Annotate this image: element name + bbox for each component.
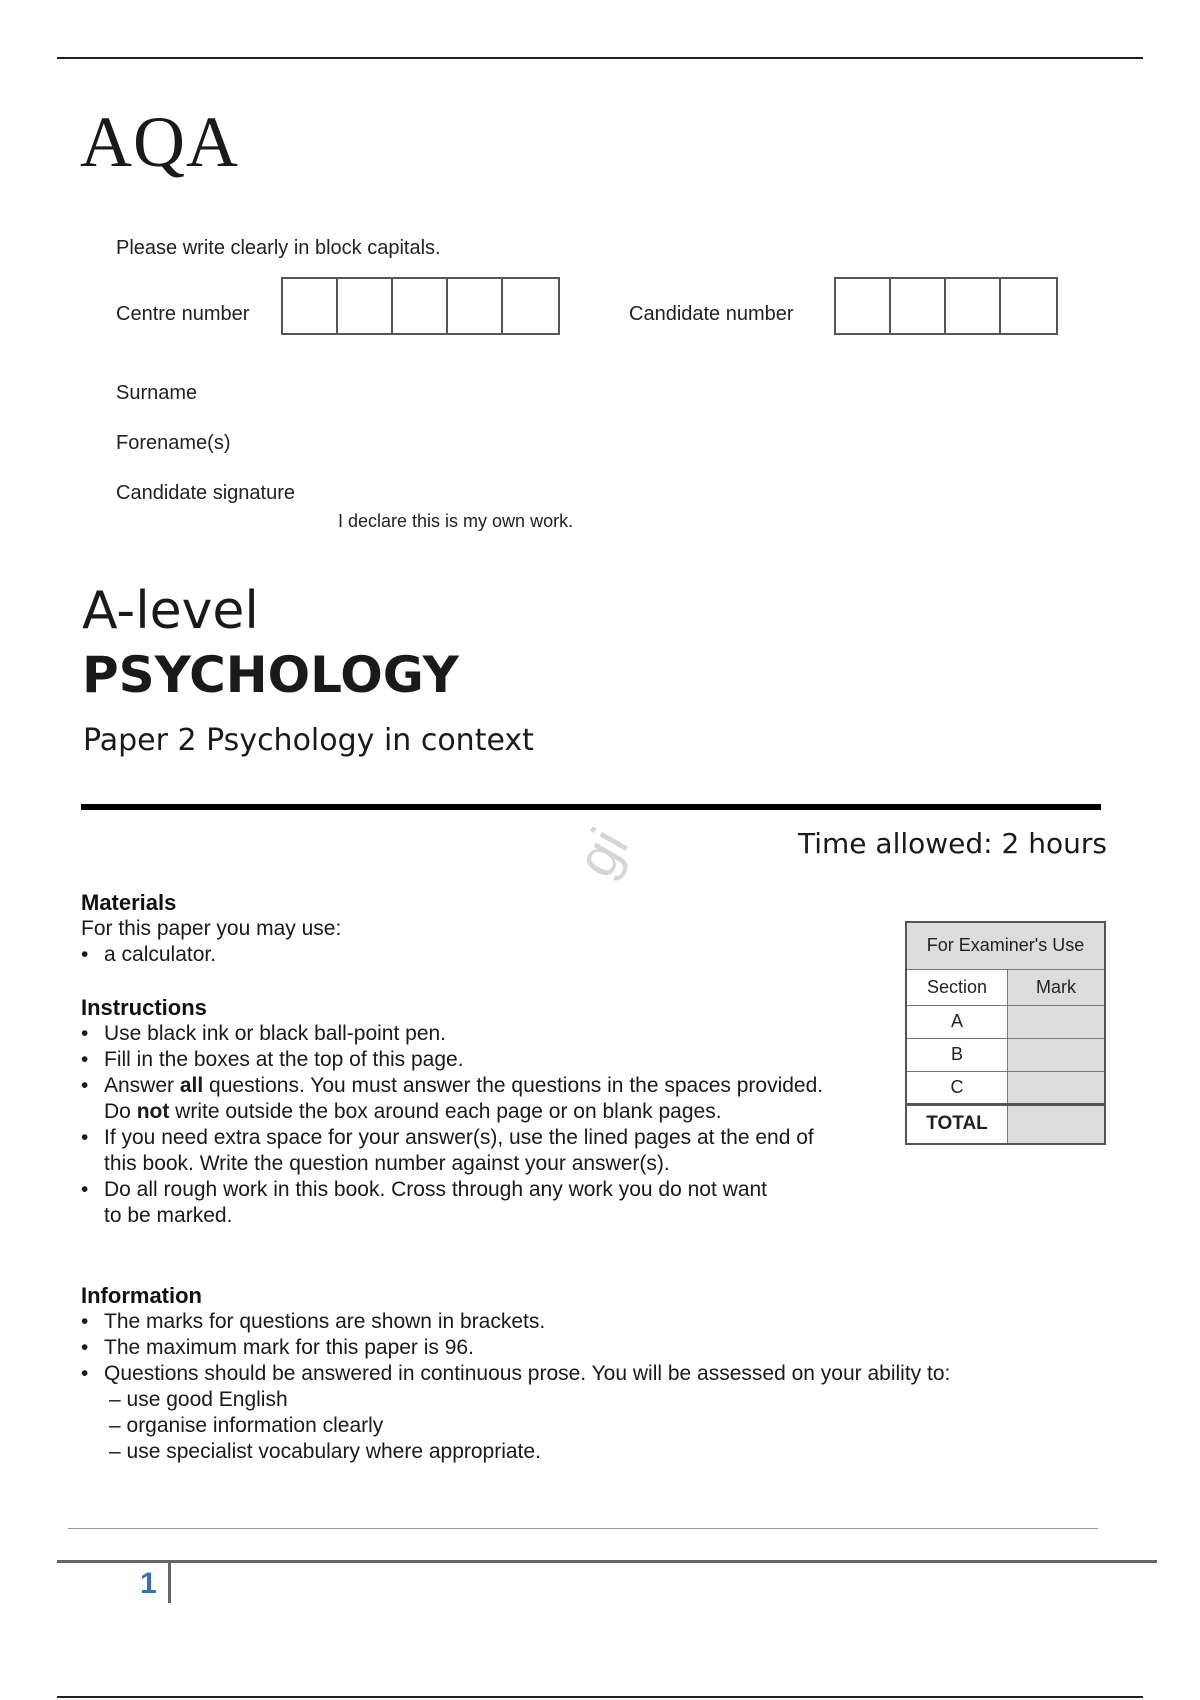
materials-section [81, 890, 881, 968]
list-item: – use good English [109, 1388, 288, 1411]
subject-title: PSYCHOLOGY [82, 646, 459, 704]
candidate-number-digit-box[interactable] [1001, 279, 1056, 333]
list-item: • Fill in the boxes at the top of this page. [81, 1047, 841, 1073]
centre-number-digit-box[interactable] [338, 279, 393, 333]
mark-cell [1008, 1038, 1106, 1071]
total-mark-cell [1008, 1104, 1106, 1144]
text-run: questions. You must answer the questions in the spaces provided. Do [104, 1074, 824, 1123]
text-run: write outside the box around each page or on blank pages. [169, 1100, 722, 1123]
mark-cell [1008, 1071, 1106, 1104]
write-clearly-note: Please write clearly in block capitals. [116, 237, 441, 259]
information-list [81, 1309, 1081, 1387]
centre-number-digit-box[interactable] [393, 279, 448, 333]
centre-number-label: Centre number [116, 303, 250, 325]
section-column-header: Section [906, 969, 1008, 1005]
section-label: B [906, 1038, 1008, 1071]
section-label: A [906, 1005, 1008, 1038]
time-allowed: Time allowed: 2 hours [798, 827, 1107, 860]
centre-number-digit-box[interactable] [283, 279, 338, 333]
centre-number-digit-box[interactable] [448, 279, 503, 333]
list-item: • a calculator. [81, 942, 881, 968]
emphasis-not: not [136, 1100, 170, 1123]
bottom-rule [57, 1696, 1143, 1698]
candidate-number-label: Candidate number [629, 303, 794, 325]
instructions-heading: Instructions [81, 995, 207, 1020]
title-rule [81, 804, 1101, 810]
list-item: • Do all rough work in this book. Cross through any work you do not want to be marked. [81, 1177, 784, 1229]
instructions-list [81, 1021, 841, 1229]
declaration-note: I declare this is my own work. [338, 511, 574, 531]
candidate-number-boxes[interactable] [834, 277, 1058, 335]
content-end-rule [68, 1528, 1098, 1529]
candidate-number-digit-box[interactable] [836, 279, 891, 333]
page-number: 1 [140, 1567, 157, 1600]
section-label: C [906, 1071, 1008, 1104]
list-item: • Use black ink or black ball-point pen. [81, 1021, 841, 1047]
total-label: TOTAL [906, 1104, 1008, 1144]
information-section [81, 1283, 1081, 1465]
assessment-criteria-list [81, 1387, 1081, 1465]
list-item: • The marks for questions are shown in brackets. [81, 1309, 1081, 1335]
watermark: gi [563, 817, 640, 888]
aqa-logo: AQA [80, 102, 239, 182]
mark-column-header: Mark [1008, 969, 1106, 1005]
list-item: • Questions should be answered in continuous prose. You will be assessed on your ability to: [81, 1361, 1081, 1387]
list-item: • The maximum mark for this paper is 96. [81, 1335, 1081, 1361]
surname-label: Surname [116, 382, 198, 404]
top-rule [57, 57, 1143, 59]
centre-number-boxes[interactable] [281, 277, 560, 335]
page-number-divider [168, 1563, 171, 1603]
examiner-use-table [905, 921, 1106, 1145]
text-run: Answer [104, 1074, 180, 1097]
materials-intro: For this paper you may use: [81, 917, 342, 940]
candidate-number-digit-box[interactable] [891, 279, 946, 333]
centre-number-digit-box[interactable] [503, 279, 558, 333]
information-heading: Information [81, 1283, 202, 1308]
list-item: – organise information clearly [109, 1414, 384, 1437]
forenames-label: Forename(s) [116, 432, 231, 454]
list-item-answer-all [81, 1073, 841, 1125]
footer-rule [57, 1560, 1157, 1563]
list-item: • If you need extra space for your answer(s), use the lined pages at the end of this book. Write the question number against your answer(s). [81, 1125, 841, 1177]
qualification-level: A-level [82, 581, 259, 641]
list-item: – use specialist vocabulary where appropriate. [109, 1440, 541, 1463]
materials-heading: Materials [81, 890, 177, 915]
paper-title: Paper 2 Psychology in context [83, 723, 534, 758]
materials-list [81, 942, 881, 968]
examiner-table-title: For Examiner's Use [906, 922, 1105, 969]
candidate-number-digit-box[interactable] [946, 279, 1001, 333]
mark-cell [1008, 1005, 1106, 1038]
signature-label: Candidate signature [116, 482, 296, 504]
instructions-section [81, 995, 841, 1229]
emphasis-all: all [179, 1074, 204, 1097]
